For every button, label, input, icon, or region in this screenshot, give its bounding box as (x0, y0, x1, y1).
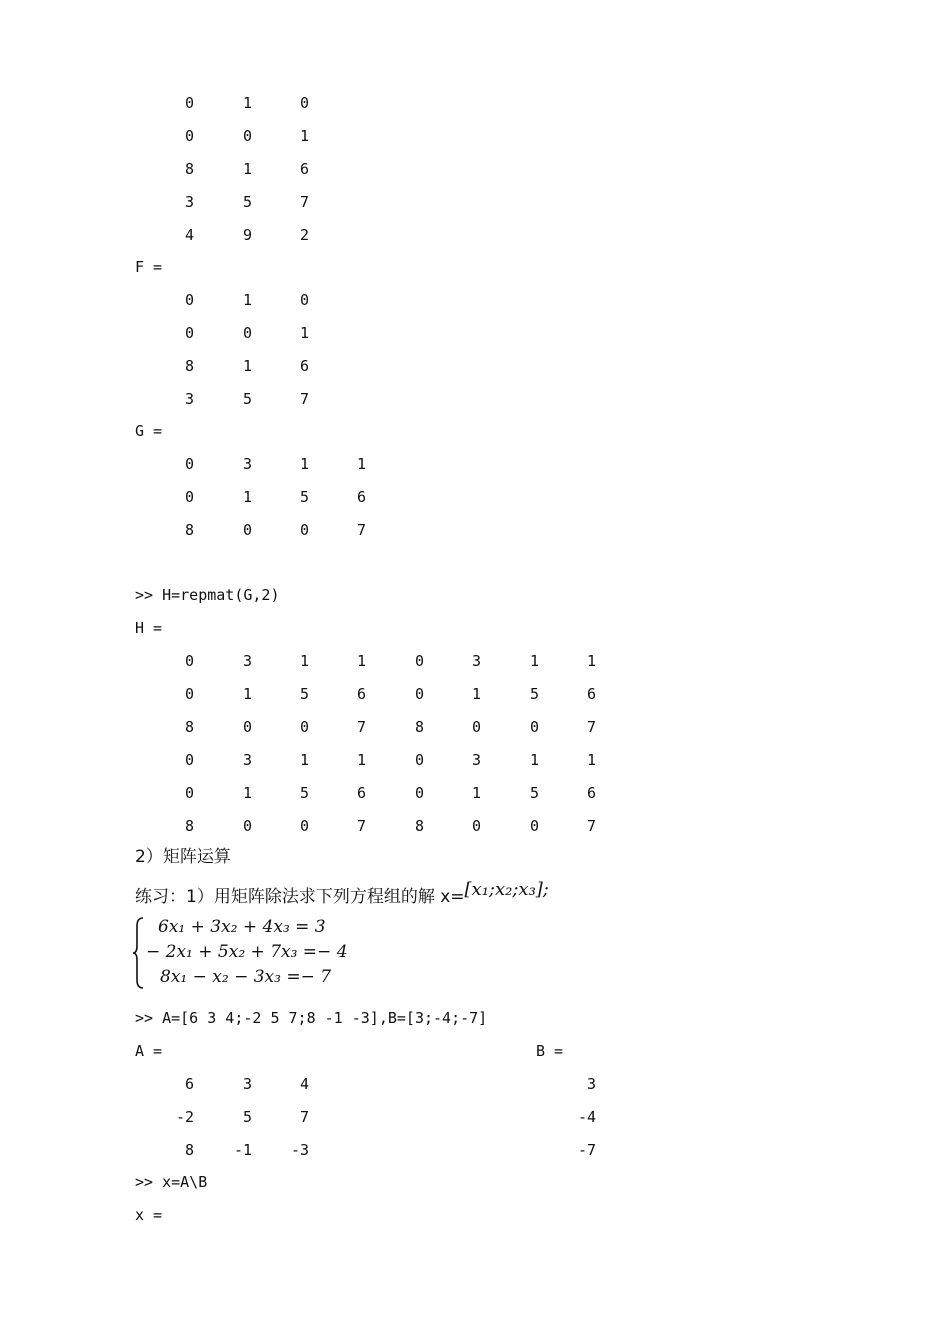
matrix-cell: 4 (299, 1075, 309, 1093)
matrix-cell: 0 (184, 455, 194, 473)
matrix-cell: 8 (184, 357, 194, 375)
matrix-cell: 0 (299, 718, 309, 736)
matrix-cell: 6 (356, 488, 366, 506)
f-label: F = (135, 258, 163, 276)
matrix-cell: 8 (184, 718, 194, 736)
matrix-cell: 1 (242, 357, 252, 375)
matrix-cell: 7 (586, 718, 596, 736)
matrix-row (0, 356, 950, 376)
matrix-cell: 1 (242, 685, 252, 703)
matrix-row (0, 225, 950, 245)
matrix-cell: 1 (586, 652, 596, 670)
matrix-cell: 1 (356, 455, 366, 473)
equation-1: 6x₁ + 3x₂ + 4x₃ = 3 (158, 917, 326, 937)
matrix-cell: 1 (299, 455, 309, 473)
matrix-cell: 3 (242, 652, 252, 670)
matrix-cell: 1 (299, 652, 309, 670)
matrix-row (0, 717, 950, 737)
matrix-cell: 0 (242, 324, 252, 342)
matrix-cell: 6 (586, 784, 596, 802)
matrix-cell: 0 (184, 324, 194, 342)
matrix-cell: 1 (242, 488, 252, 506)
matrix-cell: 8 (184, 160, 194, 178)
h-label: H = (135, 619, 163, 637)
matrix-cell: 6 (356, 685, 366, 703)
matrix-cell: 7 (356, 521, 366, 539)
matrix-cell: 0 (299, 94, 309, 112)
matrix-cell: 5 (242, 193, 252, 211)
matrix-cell: 5 (242, 390, 252, 408)
matrix-cell: 8 (414, 718, 424, 736)
matrix-cell: 0 (471, 817, 481, 835)
matrix-cell: 3 (184, 390, 194, 408)
matrix-cell: 0 (529, 817, 539, 835)
matrix-cell: 7 (299, 390, 309, 408)
matrix-cell: 1 (242, 160, 252, 178)
matrix-cell: 6 (299, 357, 309, 375)
matrix-cell: 0 (184, 652, 194, 670)
matrix-cell: 0 (184, 488, 194, 506)
matrix-cell: 1 (356, 652, 366, 670)
matrix-row (0, 750, 950, 770)
matrix-cell: 8 (184, 817, 194, 835)
matrix-cell: 3 (242, 455, 252, 473)
matrix-cell: 1 (299, 324, 309, 342)
matrix-cell: 0 (414, 652, 424, 670)
matrix-cell: 3 (184, 193, 194, 211)
matrix-cell: 0 (414, 685, 424, 703)
matrix-cell: 9 (242, 226, 252, 244)
matrix-cell: 0 (184, 94, 194, 112)
matrix-cell: -7 (577, 1141, 596, 1159)
matrix-cell: -4 (577, 1108, 596, 1126)
matrix-cell: 1 (586, 751, 596, 769)
matrix-cell: 1 (356, 751, 366, 769)
matrix-cell: 2 (299, 226, 309, 244)
repmat-command: >> H=repmat(G,2) (135, 586, 280, 604)
matrix-cell: 7 (299, 193, 309, 211)
matrix-cell: 0 (471, 718, 481, 736)
solve-command: >> x=A\B (135, 1173, 208, 1191)
left-brace-icon (132, 916, 146, 990)
matrix-row (0, 389, 950, 409)
equation-system (132, 916, 372, 990)
matrix-cell: 8 (184, 521, 194, 539)
matrix-cell: 0 (414, 751, 424, 769)
matrix-cell: 0 (299, 817, 309, 835)
matrix-cell: 3 (471, 652, 481, 670)
matrix-row (0, 684, 950, 704)
matrix-cell: 0 (414, 784, 424, 802)
matrix-cell: 6 (299, 160, 309, 178)
matrix-row (0, 487, 950, 507)
a-label: A = (135, 1042, 163, 1060)
matrix-cell: 6 (356, 784, 366, 802)
matrix-cell: 3 (242, 751, 252, 769)
matrix-row (0, 192, 950, 212)
matrix-cell: 7 (356, 718, 366, 736)
matrix-cell: 5 (299, 784, 309, 802)
exercise-line (135, 879, 549, 908)
matrix-row (0, 1140, 950, 1160)
matrix-cell: 0 (299, 291, 309, 309)
b-label: B = (536, 1042, 564, 1060)
matrix-cell: 4 (184, 226, 194, 244)
matrix-cell: 0 (242, 817, 252, 835)
matrix-cell: 1 (242, 94, 252, 112)
matrix-cell: 3 (471, 751, 481, 769)
matrix-cell: 0 (184, 784, 194, 802)
matrix-cell: 1 (299, 127, 309, 145)
exercise-vector: [x₁;x₂;x₃]; (464, 879, 549, 900)
matrix-row (0, 1107, 950, 1127)
matrix-row (0, 323, 950, 343)
g-label: G = (135, 422, 163, 440)
matrix-row (0, 1074, 950, 1094)
matrix-cell: 0 (184, 291, 194, 309)
matrix-cell: 0 (299, 521, 309, 539)
matrix-cell: 8 (184, 1141, 194, 1159)
matrix-cell: 7 (299, 1108, 309, 1126)
matrix-row (0, 651, 950, 671)
matrix-row (0, 454, 950, 474)
matrix-cell: 5 (529, 685, 539, 703)
matrix-cell: 6 (184, 1075, 194, 1093)
matrix-cell: 0 (242, 521, 252, 539)
matrix-cell: 0 (242, 127, 252, 145)
matrix-cell: 1 (242, 784, 252, 802)
matrix-cell: 1 (299, 751, 309, 769)
section-heading: 2）矩阵运算 (135, 847, 231, 867)
matrix-row (0, 93, 950, 113)
matrix-cell: 1 (471, 685, 481, 703)
matrix-cell: 0 (184, 685, 194, 703)
matrix-cell: 1 (529, 652, 539, 670)
matrix-cell: 5 (299, 488, 309, 506)
equation-2: − 2x₁ + 5x₂ + 7x₃ =− 4 (146, 942, 348, 962)
matrix-row (0, 290, 950, 310)
matrix-cell: 3 (586, 1075, 596, 1093)
matrix-cell: 1 (242, 291, 252, 309)
matrix-cell: 0 (184, 127, 194, 145)
matrix-cell: -1 (233, 1141, 252, 1159)
define-command: >> A=[6 3 4;-2 5 7;8 -1 -3],B=[3;-4;-7] (135, 1009, 488, 1027)
matrix-row (0, 520, 950, 540)
matrix-cell: 8 (414, 817, 424, 835)
matrix-cell: 0 (184, 751, 194, 769)
matrix-cell: 0 (529, 718, 539, 736)
matrix-cell: 7 (586, 817, 596, 835)
x-label: x = (135, 1206, 163, 1224)
matrix-cell: 0 (242, 718, 252, 736)
matrix-cell: 1 (471, 784, 481, 802)
matrix-cell: 6 (586, 685, 596, 703)
matrix-cell: -2 (175, 1108, 194, 1126)
matrix-cell: 5 (242, 1108, 252, 1126)
equation-3: 8x₁ − x₂ − 3x₃ =− 7 (160, 967, 332, 987)
matrix-cell: -3 (290, 1141, 309, 1159)
matrix-row (0, 816, 950, 836)
matrix-cell: 7 (356, 817, 366, 835)
matrix-cell: 5 (529, 784, 539, 802)
matrix-cell: 3 (242, 1075, 252, 1093)
exercise-text: 练习：1）用矩阵除法求下列方程组的解 x= (135, 887, 465, 907)
matrix-cell: 5 (299, 685, 309, 703)
matrix-row (0, 783, 950, 803)
matrix-cell: 1 (529, 751, 539, 769)
matrix-row (0, 126, 950, 146)
matrix-row (0, 159, 950, 179)
